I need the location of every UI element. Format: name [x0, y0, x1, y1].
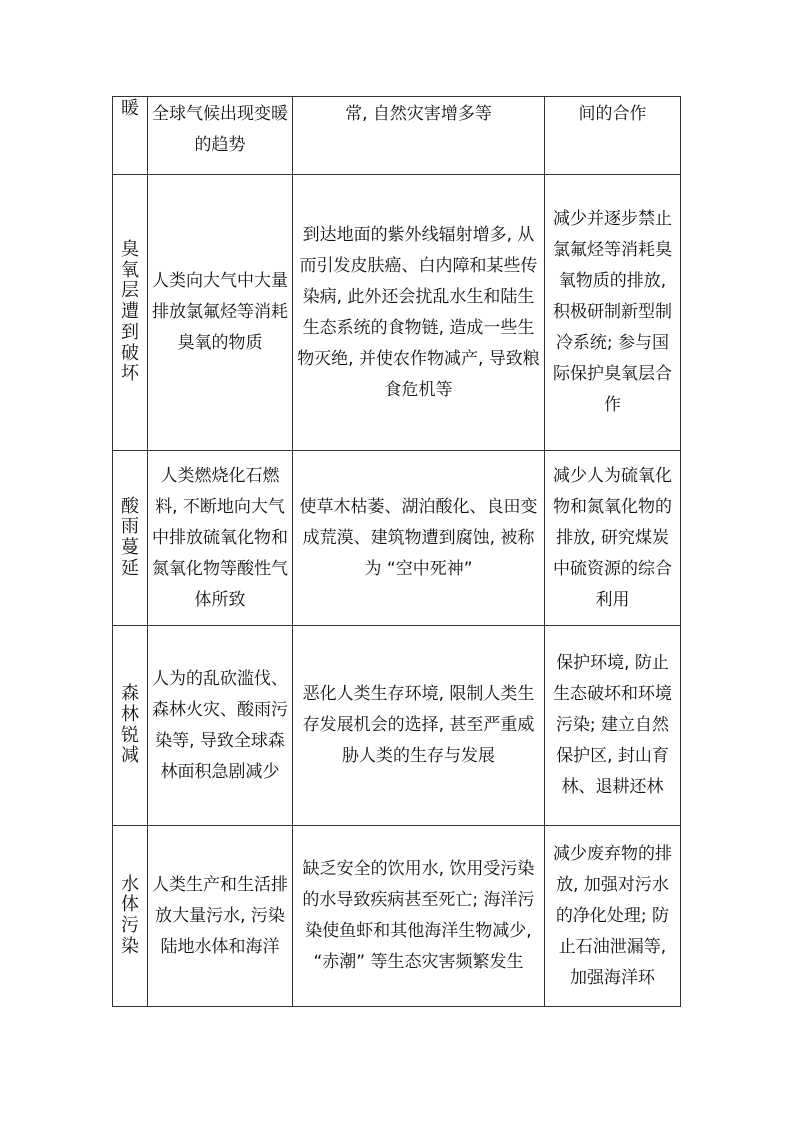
harm-text: 恶化人类生存环境, 限制人类生存发展机会的选择, 甚至严重威胁人类的生存与发展 — [302, 684, 535, 766]
cause-cell — [148, 826, 293, 1007]
measure-text: 减少并逐步禁止氯氟烃等消耗臭氧物质的排放, 积极研制新型制冷系统; 参与国际保护臭氧层合作 — [553, 209, 672, 415]
cause-cell — [148, 626, 293, 826]
issue-label: 酸雨蔓延 — [121, 495, 139, 579]
issue-cell — [113, 175, 148, 451]
harm-text: 常, 自然灾害增多等 — [345, 104, 492, 124]
issue-label: 水体污染 — [121, 873, 139, 957]
measure-cell — [545, 175, 681, 451]
measure-cell — [545, 626, 681, 826]
cause-text: 人类生产和生活排放大量污水, 污染陆地水体和海洋 — [152, 874, 288, 957]
measure-cell — [545, 451, 681, 626]
harm-text: 到达地面的紫外线辐射增多, 从而引发皮肤癌、白内障和某些传染病, 此外还会扰乱水生和陆生生态系统的食物链, 造成一些生物灭绝, 并使农作物减产, 导致粮食危机等 — [297, 224, 540, 400]
measure-text: 保护环境, 防止生态破坏和环境污染; 建立自然保护区, 封山育林、退耕还林 — [553, 653, 672, 797]
cause-text: 人类向大气中大量排放氯氟烃等消耗臭氧的物质 — [152, 271, 288, 353]
measure-text: 减少废弃物的排放, 加强对污水的净化处理; 防止石油泄漏等, 加强海洋环 — [553, 843, 672, 988]
measure-cell — [545, 826, 681, 1007]
harm-cell — [293, 175, 545, 451]
harm-text: 缺乏安全的饮用水, 饮用受污染的水导致疾病甚至死亡; 海洋污染使鱼虾和其他海洋生物减少, “赤潮” 等生态灾害频繁发生 — [302, 859, 535, 972]
table-row — [113, 175, 681, 451]
table-row — [113, 626, 681, 826]
table-row — [113, 97, 681, 175]
table-row — [113, 826, 681, 1007]
measure-text: 减少人为硫氧化物和氮氧化物的排放, 研究煤炭中硫资源的综合利用 — [553, 465, 672, 610]
harm-cell — [293, 451, 545, 626]
cause-text: 全球气候出现变暖的趋势 — [152, 104, 288, 155]
issue-cell — [113, 451, 148, 626]
table-row — [113, 451, 681, 626]
harm-cell — [293, 626, 545, 826]
issue-label: 暖 — [121, 98, 139, 119]
environment-issues-table — [112, 96, 681, 1007]
cause-cell — [148, 97, 293, 175]
issue-label: 森林锐减 — [121, 683, 139, 767]
harm-text: 使草木枯萎、湖泊酸化、良田变成荒漠、建筑物遭到腐蚀, 被称为 “空中死神” — [299, 496, 538, 579]
harm-cell — [293, 97, 545, 175]
cause-text: 人为的乱砍滥伐、森林火灾、酸雨污染等, 导致全球森林面积急剧减少 — [152, 668, 288, 782]
measure-text: 间的合作 — [578, 104, 647, 124]
measure-cell — [545, 97, 681, 175]
cause-cell — [148, 451, 293, 626]
harm-cell — [293, 826, 545, 1007]
cause-cell — [148, 175, 293, 451]
issue-cell — [113, 826, 148, 1007]
issue-label: 臭氧层遭到破坏 — [121, 239, 139, 385]
issue-cell — [113, 97, 148, 175]
issue-cell — [113, 626, 148, 826]
cause-text: 人类燃烧化石燃料, 不断地向大气中排放硫氧化物和氮氧化物等酸性气体所致 — [152, 465, 288, 610]
